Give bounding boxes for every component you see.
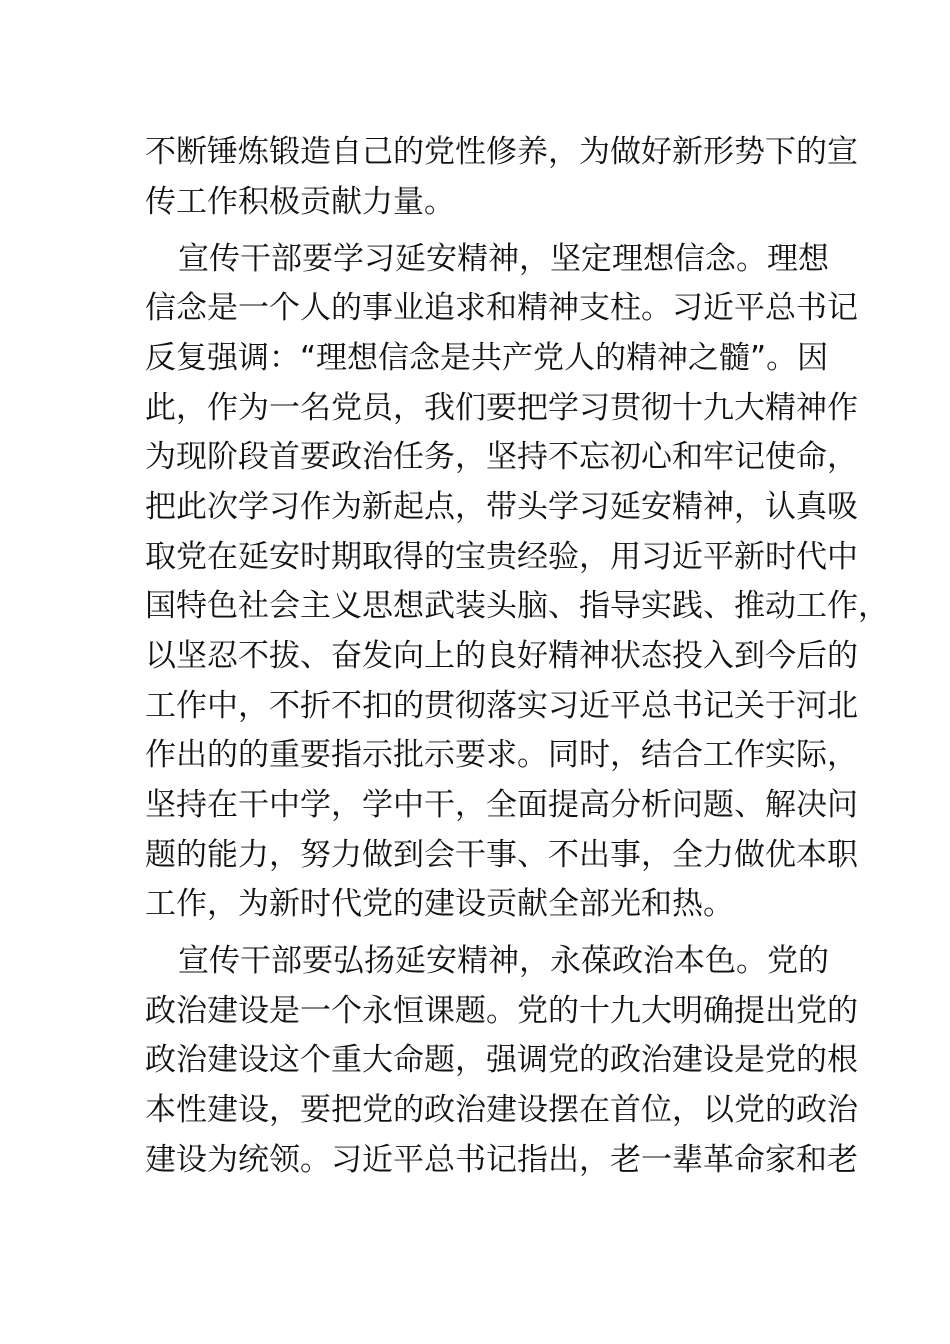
text-line: 建设为统领。习近平总书记指出，老一辈革命家和老 <box>145 1142 858 1178</box>
paragraph-first-line: 宣传干部要弘扬延安精神，永葆政治本色。党的 <box>178 943 829 979</box>
text-line: 工作中，不折不扣的贯彻落实习近平总书记关于河北 <box>145 688 858 724</box>
text-line: 传工作积极贡献力量。 <box>145 184 455 220</box>
text-line: 反复强调：“理想信念是共产党人的精神之髓”。因 <box>145 340 829 376</box>
text-line: 政治建设是一个永恒课题。党的十九大明确提出党的 <box>145 993 858 1029</box>
text-line: 作出的的重要指示批示要求。同时，结合工作实际， <box>145 737 858 773</box>
text-line: 以坚忍不拔、奋发向上的良好精神状态投入到今后的 <box>145 638 858 674</box>
text-line: 为现阶段首要政治任务，坚持不忘初心和牢记使命， <box>145 439 858 475</box>
text-line: 本性建设，要把党的政治建设摆在首位，以党的政治 <box>145 1092 858 1128</box>
text-line: 把此次学习作为新起点，带头学习延安精神，认真吸 <box>145 489 858 525</box>
text-line: 不断锤炼锻造自己的党性修养，为做好新形势下的宣 <box>145 134 858 170</box>
text-line: 国特色社会主义思想武装头脑、指导实践、推动工作， <box>145 588 889 624</box>
text-line: 取党在延安时期取得的宝贵经验，用习近平新时代中 <box>145 539 858 575</box>
text-line: 工作，为新时代党的建设贡献全部光和热。 <box>145 886 734 922</box>
text-line: 坚持在干中学，学中干，全面提高分析问题、解决问 <box>145 787 858 823</box>
text-line: 此，作为一名党员，我们要把学习贯彻十九大精神作 <box>145 390 858 426</box>
text-line: 题的能力，努力做到会干事、不出事，全力做优本职 <box>145 837 858 873</box>
paragraph-first-line: 宣传干部要学习延安精神，坚定理想信念。理想 <box>178 241 829 277</box>
text-line: 政治建设这个重大命题，强调党的政治建设是党的根 <box>145 1042 858 1078</box>
text-line: 信念是一个人的事业追求和精神支柱。习近平总书记 <box>145 290 858 326</box>
